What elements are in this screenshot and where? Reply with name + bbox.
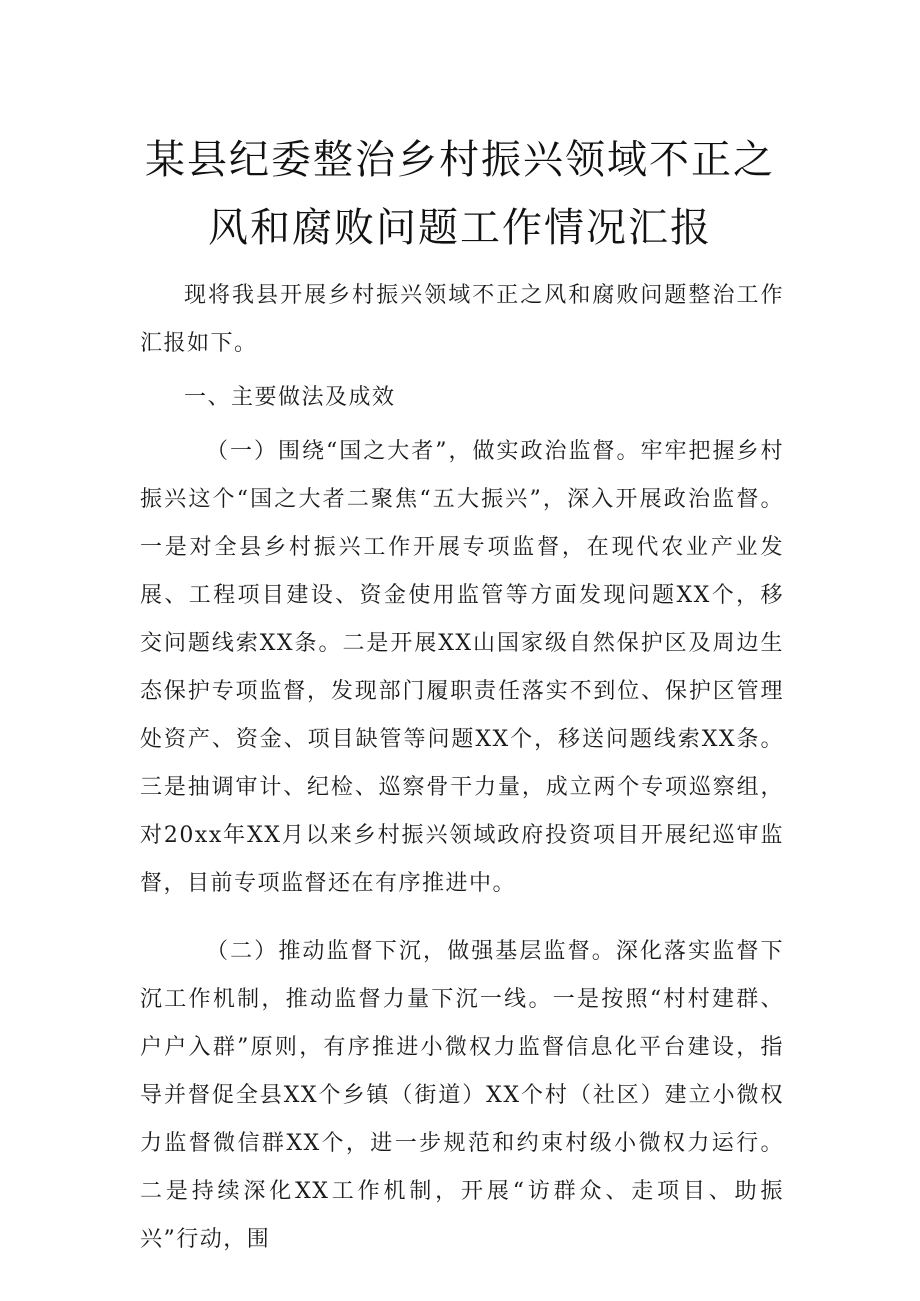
subsection-2-paragraph: （二）推动监督下沉，做强基层监督。深化落实监督下沉工作机制，推动监督力量下沉一线。一是按照“村村建群、户户入群”原则，有序推进小微权力监督信息化平台建设，指导并督促全县XX个乡镇（街道）XX个村（社区）建立小微权力监督微信群XX个，进一步规范和约束村级小微权力运行。二是持续深化XX工作机制，开展“访群众、走项目、助振兴”行动，围: [140, 939, 784, 1252]
document-body: [140, 272, 784, 1264]
document-title-line-2: 风和腐败问题工作情况汇报: [208, 205, 712, 251]
intro-paragraph: 现将我县开展乡村振兴领域不正之风和腐败问题整治工作汇报如下。: [140, 283, 784, 356]
document-title-line-1: 某县纪委整治乡村振兴领域不正之: [145, 137, 775, 183]
section-heading: 一、主要做法及成效: [184, 385, 396, 410]
subsection-1-paragraph: （一）围绕“国之大者”，做实政治监督。牢牢把握乡村振兴这个“国之大者二聚焦“五大振兴”，深入开展政治监督。一是对全县乡村振兴工作开展专项监督，在现代农业产业发展、工程项目建设、资金使用监管等方面发现问题XX个，移交问题线索XX条。二是开展XX山国家级自然保护区及周边生态保护专项监督，发现部门履职责任落实不到位、保护区管理处资产、资金、项目缺管等问题XX个，移送问题线索XX条。三是抽调审计、纪检、巡察骨干力量，成立两个专项巡察组，对20xx年XX月以来乡村振兴领域政府投资项目开展纪巡审监督，目前专项监督还在有序推进中。: [140, 439, 784, 896]
